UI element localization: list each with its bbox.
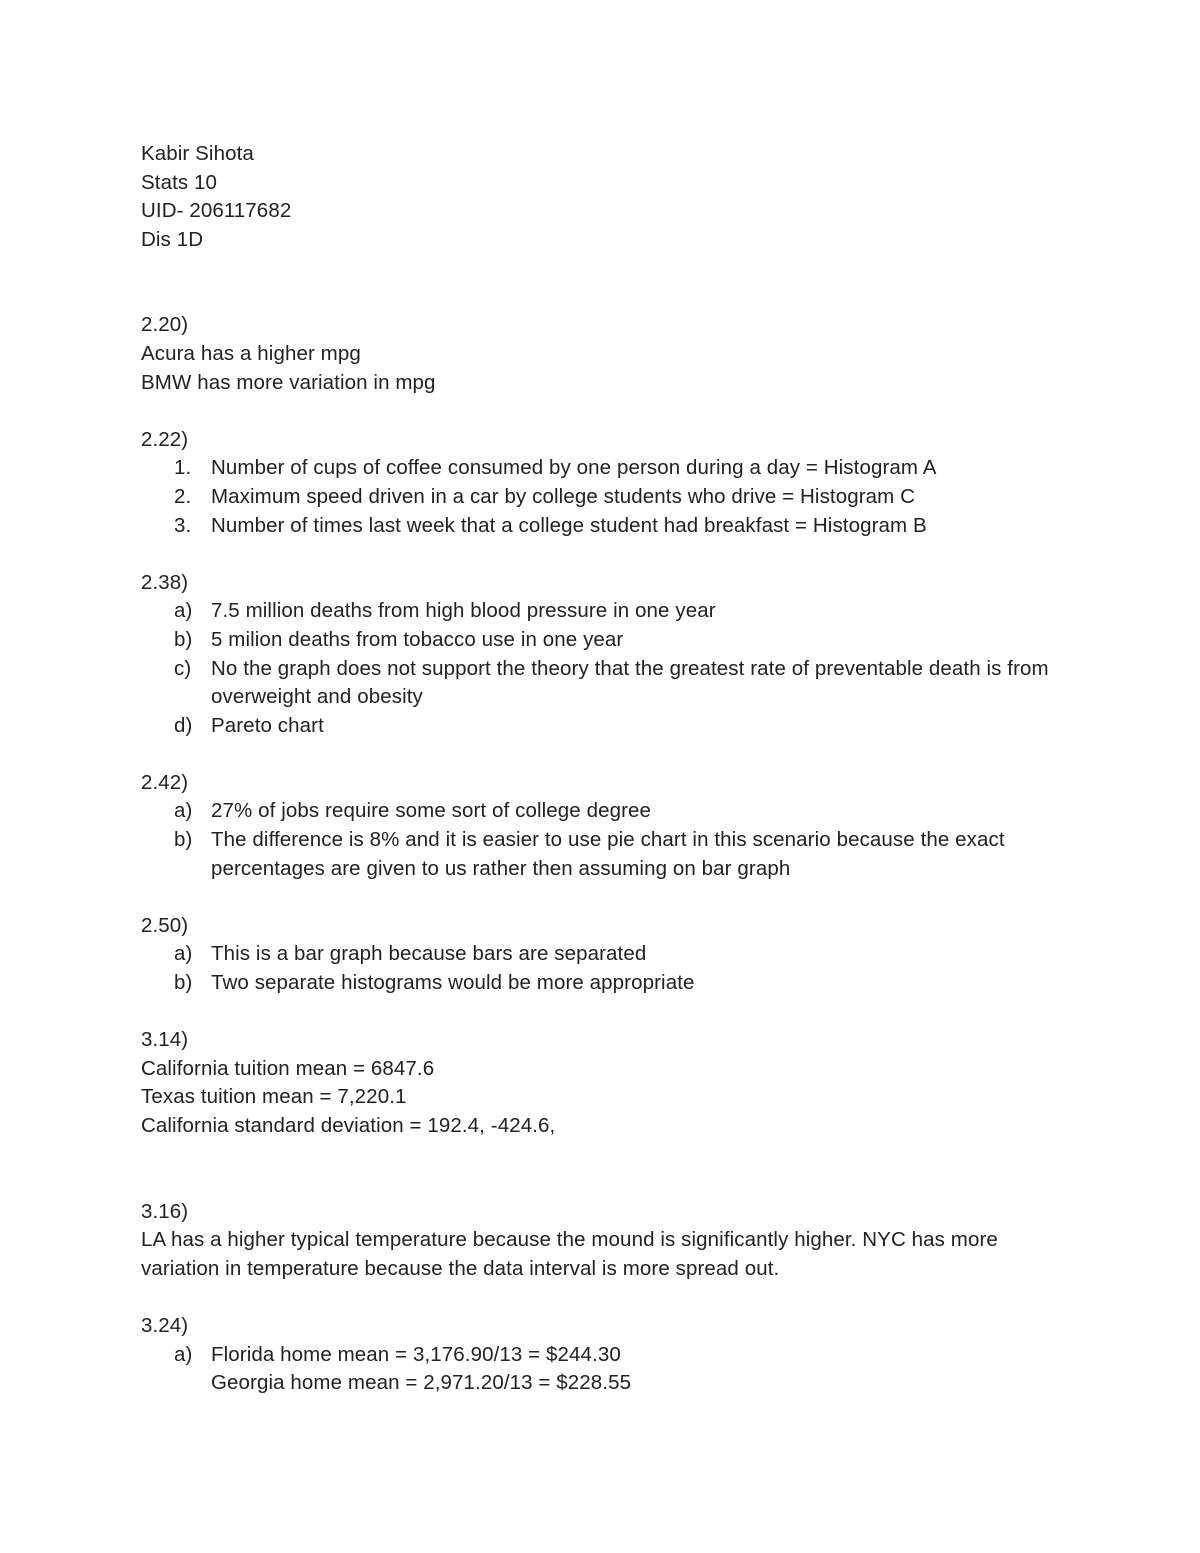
question-2-50 [141,912,1061,998]
list-marker: a) [174,799,193,823]
list-item [141,1341,1061,1398]
numbered-list [141,454,1061,540]
list-marker: b) [174,828,193,852]
list-item-text: Two separate histograms would be more appropriate [211,971,695,995]
lettered-list [141,940,1061,997]
answer-line: California standard deviation = 192.4, -424.6, [141,1114,556,1137]
question-3-14 [141,1026,1061,1140]
lettered-list [141,597,1061,740]
list-item [141,483,1061,512]
header-block [141,140,1061,254]
list-item-text: The difference is 8% and it is easier to use pie chart in this scenario because the exact percentages are given to us rather then assuming on bar graph [211,828,1005,880]
spacer [141,998,1061,1027]
spacer [141,1141,1061,1198]
question-2-38 [141,569,1061,741]
list-item-continuation: Georgia home mean = 2,971.20/13 = $228.55 [211,1371,632,1395]
list-item [141,626,1061,655]
question-2-42 [141,769,1061,883]
list-item-text: This is a bar graph because bars are separated [211,942,647,966]
list-marker: b) [174,971,193,995]
answer-line: California tuition mean = 6847.6 [141,1056,435,1080]
list-item-text: Florida home mean = 3,176.90/13 = $244.30 [211,1342,621,1366]
question-2-22 [141,426,1061,540]
list-item-text: 7.5 million deaths from high blood pressure in one year [211,599,716,623]
spacer [141,740,1061,769]
list-marker: a) [174,1342,193,1366]
list-item [141,797,1061,826]
spacer [141,397,1061,426]
list-marker: 2. [174,484,192,508]
list-item-text: 5 milion deaths from tobacco use in one year [211,627,624,651]
answer-line: Acura has a higher mpg [141,341,361,365]
list-item [141,454,1061,483]
list-item [141,512,1061,541]
list-item [141,826,1061,883]
spacer [141,254,1061,311]
question-number: 2.50) [141,913,189,937]
question-number: 2.42) [141,770,189,794]
list-marker: b) [174,627,193,651]
discussion-section: Dis 1D [141,227,204,251]
lettered-list [141,1341,1061,1398]
question-number: 3.14) [141,1028,189,1052]
list-marker: c) [174,656,192,680]
spacer [141,1283,1061,1312]
list-item-text: Number of times last week that a college student had breakfast = Histogram B [211,513,927,537]
document-page [141,140,1061,1398]
list-item [141,940,1061,969]
question-number: 2.38) [141,570,189,594]
question-number: 3.24) [141,1313,189,1337]
question-2-20 [141,311,1061,397]
list-item [141,655,1061,712]
student-uid: UID- 206117682 [141,199,292,223]
student-name: Kabir Sihota [141,142,254,165]
course-name: Stats 10 [141,170,218,194]
list-item-text: 27% of jobs require some sort of college degree [211,799,652,823]
list-marker: d) [174,713,193,737]
list-item [141,969,1061,998]
question-3-16 [141,1198,1061,1284]
question-number: 3.16) [141,1199,189,1223]
list-item [141,712,1061,741]
question-3-24 [141,1312,1061,1398]
list-marker: a) [174,942,193,966]
question-number: 2.20) [141,313,189,337]
list-marker: 3. [174,513,192,537]
question-number: 2.22) [141,427,189,451]
list-item-text: No the graph does not support the theory that the greatest rate of preventable death is from overweight and obesity [211,656,1049,709]
answer-line: Texas tuition mean = 7,220.1 [141,1085,407,1109]
answer-paragraph: LA has a higher typical temperature because the mound is significantly higher. NYC has more variation in temperature because the data interval is more spread out. [141,1228,998,1280]
spacer [141,883,1061,912]
list-marker: 1. [174,456,192,480]
lettered-list [141,797,1061,883]
list-item-text: Number of cups of coffee consumed by one person during a day = Histogram A [211,456,937,480]
spacer [141,540,1061,569]
list-item [141,597,1061,626]
list-item-text: Pareto chart [211,713,324,737]
list-item-text: Maximum speed driven in a car by college students who drive = Histogram C [211,484,916,508]
list-marker: a) [174,599,193,623]
answer-line: BMW has more variation in mpg [141,370,436,394]
